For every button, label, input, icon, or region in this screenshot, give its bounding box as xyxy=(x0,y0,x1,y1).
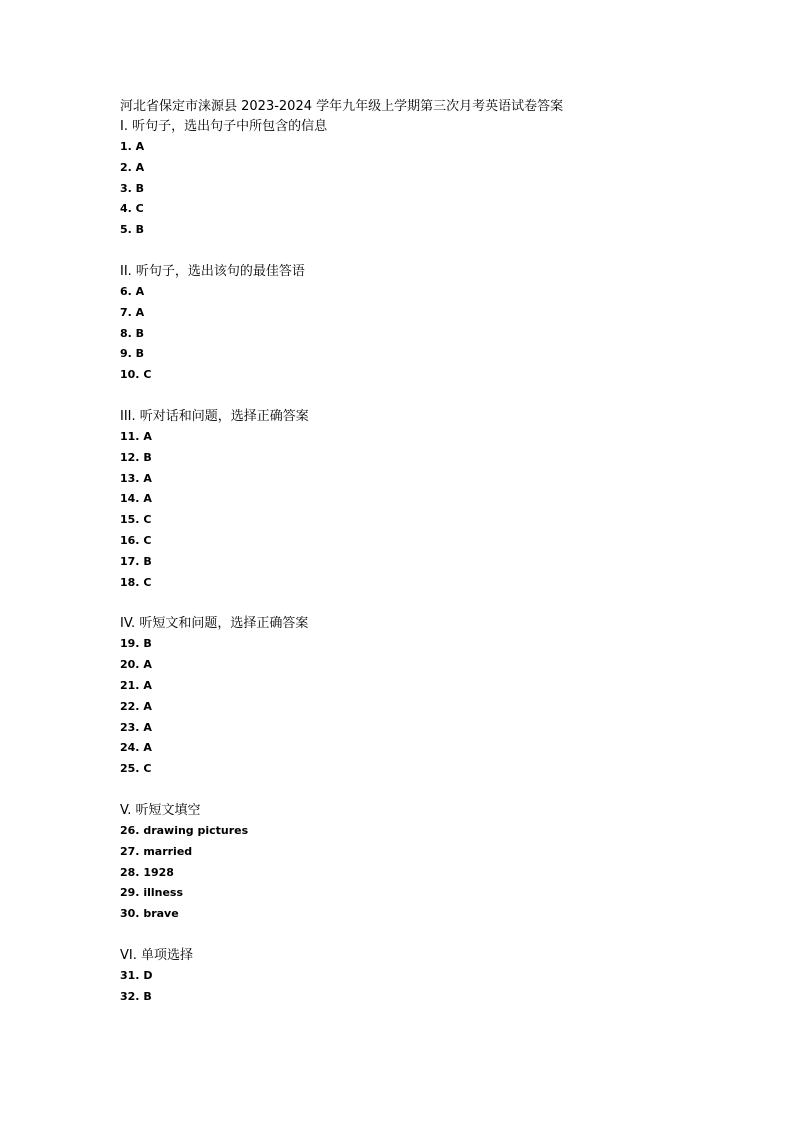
answer-item: 4. C xyxy=(120,202,144,216)
section-heading: V. 听短文填空 xyxy=(120,802,201,818)
answer-item: 27. married xyxy=(120,844,193,858)
answer-list xyxy=(120,821,720,925)
answer-item: 31. D xyxy=(120,968,153,982)
answer-item: 21. A xyxy=(120,678,152,692)
answer-item: 9. B xyxy=(120,347,145,361)
answer-item: 1. A xyxy=(120,140,145,153)
answer-item: 28. 1928 xyxy=(120,865,174,879)
answer-list xyxy=(120,966,720,1008)
answer-item: 16. C xyxy=(120,533,152,547)
answer-item: 7. A xyxy=(120,305,145,319)
answer-section xyxy=(120,117,720,241)
answer-list xyxy=(120,282,720,386)
answer-item: 22. A xyxy=(120,699,152,713)
answer-list xyxy=(120,634,720,780)
answer-list xyxy=(120,427,720,593)
answer-item: 11. A xyxy=(120,429,152,443)
answer-item: 20. A xyxy=(120,658,152,672)
answer-item: 10. C xyxy=(120,368,152,382)
answer-item: 8. B xyxy=(120,326,145,340)
answer-item: 18. C xyxy=(120,575,152,589)
section-heading: IV. 听短文和问题，选择正确答案 xyxy=(120,616,309,632)
answer-item: 19. B xyxy=(120,637,152,651)
answer-item: 2. A xyxy=(120,160,145,174)
answer-item: 15. C xyxy=(120,513,152,527)
answer-item: 5. B xyxy=(120,223,145,237)
answer-item: 14. A xyxy=(120,492,152,506)
answer-item: 23. A xyxy=(120,720,152,734)
answer-item: 24. A xyxy=(120,741,152,755)
answer-section xyxy=(120,614,720,780)
answer-item: 25. C xyxy=(120,762,152,776)
document-title: 河北省保定市涞源县 2023-2024 学年九年级上学期第三次月考英语试卷答案 xyxy=(120,99,564,114)
answer-item: 30. brave xyxy=(120,907,179,921)
section-heading: III. 听对话和问题，选择正确答案 xyxy=(120,408,309,424)
answer-list xyxy=(120,137,720,241)
answer-section xyxy=(120,801,720,925)
answer-item: 12. B xyxy=(120,450,152,464)
answer-section xyxy=(120,946,720,1008)
answer-item: 17. B xyxy=(120,554,152,568)
answer-section xyxy=(120,407,720,593)
section-heading: II. 听句子，选出该句的最佳答语 xyxy=(120,263,305,279)
answer-item: 3. B xyxy=(120,181,145,195)
answer-item: 26. drawing pictures xyxy=(120,823,249,837)
section-heading: I. 听句子，选出句子中所包含的信息 xyxy=(120,119,328,134)
section-heading: VI. 单项选择 xyxy=(120,947,193,963)
answer-sections xyxy=(120,117,720,1008)
answer-item: 13. A xyxy=(120,471,152,485)
answer-section xyxy=(120,262,720,386)
answer-item: 6. A xyxy=(120,284,145,298)
answer-document xyxy=(120,97,720,1008)
answer-item: 29. illness xyxy=(120,886,184,900)
answer-item: 32. B xyxy=(120,989,152,1003)
